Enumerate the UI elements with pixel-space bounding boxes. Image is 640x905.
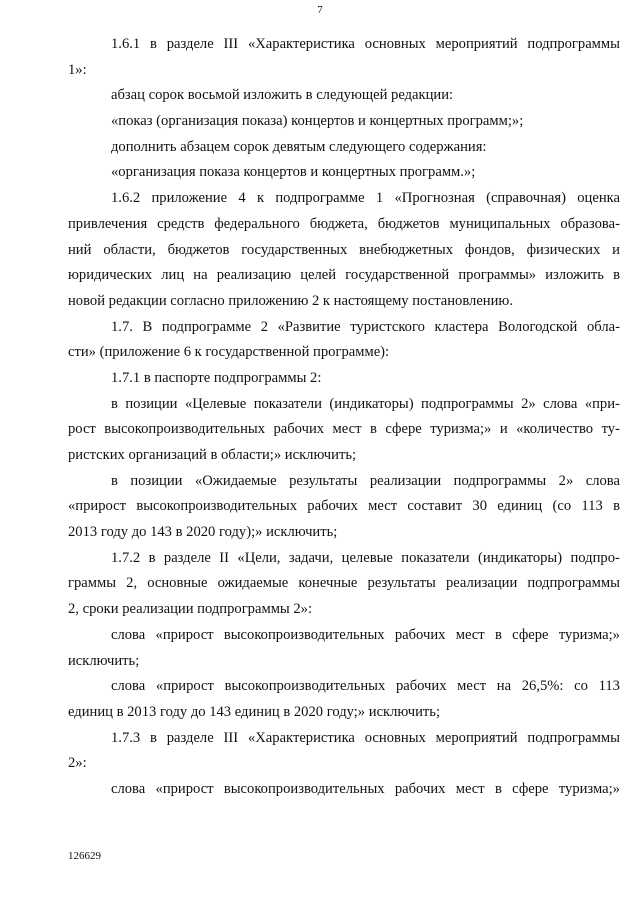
- text-line: исключить;: [68, 652, 140, 669]
- text-line: единиц в 2013 году до 143 единиц в 2020 году;» исключить;: [68, 703, 440, 720]
- text-line: 2013 году до 143 в 2020 году);» исключить;: [68, 524, 338, 541]
- text-line: в позиции «Ожидаемые результаты реализации подпрограммы 2» слова: [111, 472, 620, 489]
- text-line: «показ (организация показа) концертов и концертных программ;»;: [111, 113, 524, 130]
- text-line: 1.7.3 в разделе III «Характеристика основных мероприятий подпрограммы: [111, 729, 620, 746]
- text-line: граммы 2, основные ожидаемые конечные результаты реализации подпрограммы: [68, 575, 620, 592]
- text-line: ристских организаций в области;» исключить;: [68, 447, 357, 463]
- text-line: 2, сроки реализации подпрограммы 2»:: [68, 601, 313, 618]
- text-line: 1.6.1 в разделе III «Характеристика основных мероприятий подпрограммы: [111, 36, 620, 52]
- text-line: сти» (приложение 6 к государственной программе):: [68, 344, 390, 361]
- text-line: 1.6.2 приложение 4 к подпрограмме 1 «Прогнозная (справочная) оценка: [111, 190, 620, 207]
- text-line: 1.7.2 в разделе II «Цели, задачи, целевые показатели (индикаторы) подпро-: [111, 549, 620, 566]
- text-line: «прирост высокопроизводительных рабочих мест составит 30 единиц (со 113 в: [68, 498, 620, 515]
- text-line: рост высокопроизводительных рабочих мест в сфере туризма;» и «количество ту-: [68, 421, 620, 438]
- text-line: юридических лиц на реализацию целей государственной программы» изложить в: [68, 267, 620, 284]
- text-line: привлечения средств федерального бюджета, бюджетов муниципальных образова-: [68, 215, 620, 232]
- text-line: 2»:: [68, 755, 87, 772]
- text-line: слова «прирост высокопроизводительных рабочих мест на 26,5%: со 113: [111, 678, 620, 695]
- text-line: ний области, бюджетов государственных внебюджетных фондов, физических и: [68, 241, 620, 258]
- text-line: новой редакции согласно приложению 2 к настоящему постановлению.: [68, 292, 513, 309]
- text-line: 1»:: [68, 61, 87, 78]
- document-body: [68, 32, 620, 803]
- page-number: 7: [317, 4, 323, 16]
- text-line: абзац сорок восьмой изложить в следующей редакции:: [111, 87, 454, 104]
- document-code: 126629: [68, 850, 101, 862]
- text-line: в позиции «Целевые показатели (индикаторы) подпрограммы 2» слова «при-: [111, 395, 620, 412]
- text-line: слова «прирост высокопроизводительных рабочих мест в сфере туризма;»: [111, 626, 620, 643]
- text-line: 1.7.1 в паспорте подпрограммы 2:: [111, 369, 322, 386]
- text-line: дополнить абзацем сорок девятым следующего содержания:: [111, 138, 487, 155]
- text-line: 1.7. В подпрограмме 2 «Развитие туристского кластера Вологодской обла-: [111, 318, 620, 335]
- text-line: слова «прирост высокопроизводительных рабочих мест в сфере туризма;»: [111, 780, 620, 797]
- text-line: «организация показа концертов и концертных программ.»;: [111, 164, 476, 181]
